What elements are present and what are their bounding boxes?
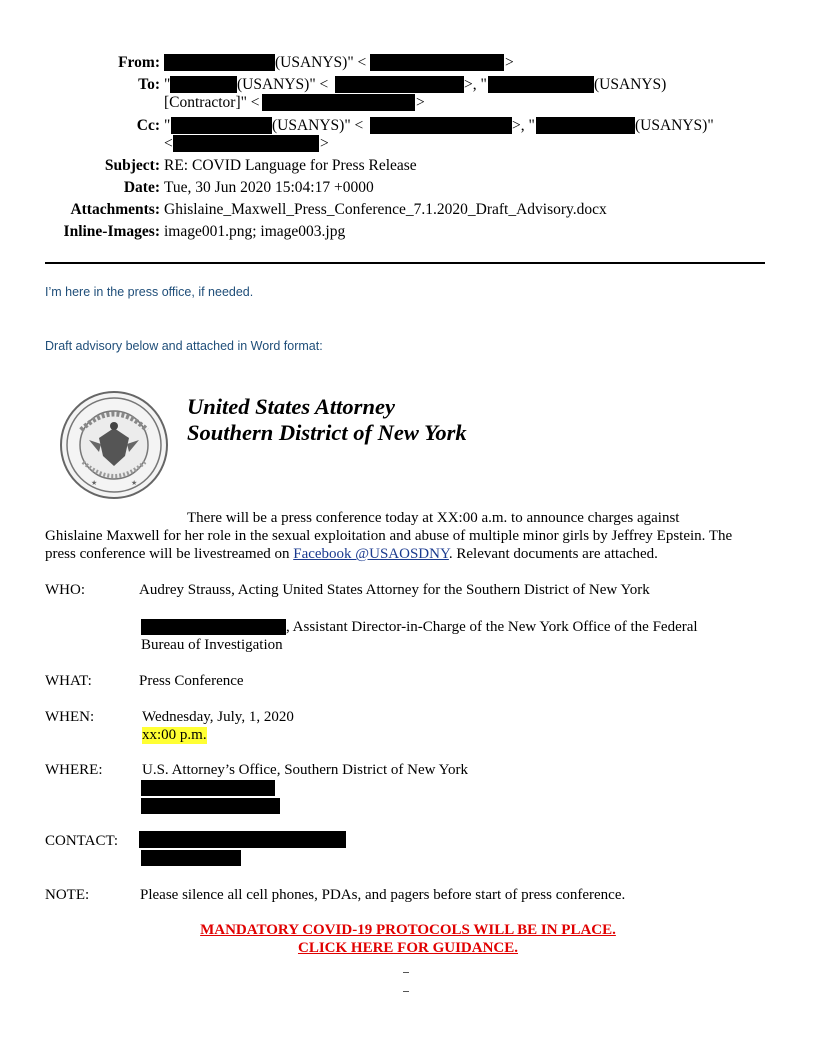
to-label: To: <box>138 76 160 93</box>
intro-line-2b: The <box>705 528 733 544</box>
from-label: From: <box>118 54 160 71</box>
redaction <box>370 54 504 71</box>
subject-value: RE: COVID Language for Press Release <box>164 157 417 174</box>
redaction <box>335 76 464 93</box>
to-value1: (USANYS)" < <box>237 76 329 93</box>
from-value: (USANYS)" < <box>275 54 367 71</box>
message-line-1: I’m here in the press office, if needed. <box>45 285 254 299</box>
note-value: Please silence all cell phones, PDAs, and pagers before start of press conference. <box>140 887 626 903</box>
trailing-mark <box>403 972 409 973</box>
intro-line-1: There will be a press conference today at XX:00 a.m. to announce charges against <box>187 510 680 526</box>
cc-label: Cc: <box>136 117 160 134</box>
redaction <box>262 94 415 111</box>
redaction <box>488 76 594 93</box>
note-label: NOTE: <box>45 887 90 903</box>
to-line2b: > <box>416 94 425 111</box>
cc-line2b: > <box>320 135 329 152</box>
intro-line-2a: Ghislaine Maxwell for her role in the sexual exploitation and abuse of multiple minor girls by Jeffrey Epstein. <box>45 528 706 544</box>
inline-images-label: Inline-Images: <box>63 223 160 240</box>
redaction <box>173 135 319 152</box>
advisory-title-line-2: Southern District of New York <box>187 420 467 445</box>
attachments-label: Attachments: <box>70 201 160 218</box>
redaction <box>370 117 512 134</box>
cc-sep: >, " <box>512 117 535 134</box>
trailing-mark <box>403 991 409 992</box>
covid-protocols-link[interactable]: MANDATORY COVID-19 PROTOCOLS WILL BE IN PLACE. <box>200 922 616 938</box>
when-label: WHEN: <box>45 709 95 725</box>
redaction <box>170 76 237 93</box>
redaction <box>139 831 346 848</box>
attachments-value[interactable]: Ghislaine_Maxwell_Press_Conference_7.1.2020_Draft_Advisory.docx <box>164 201 607 218</box>
to-line2a: [Contractor]" < <box>164 94 260 111</box>
redaction <box>141 798 280 814</box>
to-sep: >, " <box>464 76 487 93</box>
redaction <box>164 54 275 71</box>
where-label: WHERE: <box>45 762 103 778</box>
when-time: xx:00 p.m. <box>142 727 207 743</box>
svg-text:★: ★ <box>131 479 138 487</box>
cc-open: " <box>164 117 171 134</box>
redaction <box>536 117 635 134</box>
who-line-1: Audrey Strauss, Acting United States Attorney for the Southern District of New York <box>139 582 650 598</box>
cc-line2a: < <box>164 135 173 152</box>
header-divider <box>45 262 765 264</box>
intro-line-3 <box>45 546 658 563</box>
who-line-2a: , Assistant Director-in-Charge of the New York Office of the Federal <box>286 619 698 635</box>
redaction <box>141 850 241 866</box>
intro-line-2 <box>45 528 732 545</box>
intro-line-3b: . Relevant documents are attached. <box>448 546 658 562</box>
what-value: Press Conference <box>139 673 244 689</box>
when-date: Wednesday, July, 1, 2020 <box>142 709 294 725</box>
message-line-2: Draft advisory below and attached in Word format: <box>45 339 323 353</box>
who-line-2b: Bureau of Investigation <box>141 637 283 653</box>
to-value2: (USANYS) <box>594 76 667 93</box>
facebook-link[interactable]: Facebook @USAOSDNY <box>293 546 449 562</box>
to-open: " <box>164 76 171 93</box>
where-value: U.S. Attorney’s Office, Southern District of New York <box>142 762 468 778</box>
inline-images-value: image001.png; image003.jpg <box>164 223 346 240</box>
from-close: > <box>505 54 514 71</box>
intro-line-3a: press conference will be livestreamed on <box>45 546 294 562</box>
cc-value2: (USANYS)" <box>635 117 714 134</box>
covid-guidance-link[interactable]: CLICK HERE FOR GUIDANCE. <box>297 940 519 956</box>
date-label: Date: <box>123 179 160 196</box>
redaction <box>141 780 275 796</box>
subject-label: Subject: <box>104 157 160 174</box>
what-label: WHAT: <box>45 673 92 689</box>
contact-label: CONTACT: <box>45 833 119 849</box>
advisory-title-line-1: United States Attorney <box>187 394 395 419</box>
redaction <box>141 619 286 635</box>
cc-value1: (USANYS)" < <box>272 117 364 134</box>
redaction <box>171 117 272 134</box>
date-value: Tue, 30 Jun 2020 15:04:17 +0000 <box>164 179 374 196</box>
svg-text:★: ★ <box>91 479 98 487</box>
who-label: WHO: <box>45 582 85 598</box>
doj-seal-icon <box>59 390 169 500</box>
